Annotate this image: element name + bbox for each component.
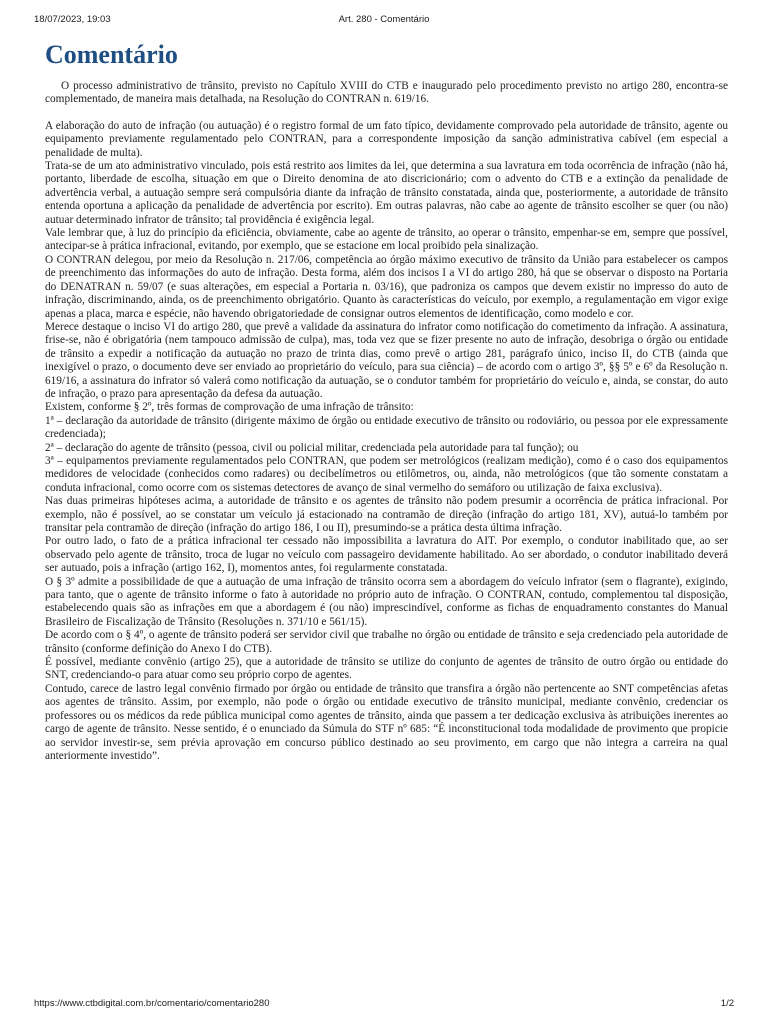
print-datetime: 18/07/2023, 19:03: [34, 14, 111, 25]
print-footer: [34, 998, 734, 1012]
page-title: Comentário: [45, 40, 178, 69]
paragraph: É possível, mediante convênio (artigo 25), que a autoridade de trânsito se utilize do conjunto de agentes de trânsito de outro órgão ou entidade do SNT, credenciando-o para atuar como seu próprio corpo de agentes.: [45, 656, 728, 682]
paragraph: Por outro lado, o fato de a prática infracional ter cessado não impossibilita a lavratura do AIT. Por exemplo, o condutor inabilitado que, ao ser observado pelo agente de trânsito, troca de lugar no veículo com passageiro devidamente habilitado. Ao ser abordado, o condutor inabilitado deverá ser autuado, pois a infração (artigo 162, I), momentos antes, foi regularmente constatada.: [45, 535, 728, 575]
list-item: 3ª – equipamentos previamente regulamentados pelo CONTRAN, que podem ser metrológicos (realizam medição), como é o caso dos equipamentos medidores de velocidade (conhecidos como radares) ou decibelímetros ou etilômetros, ou, ainda, não metrológicos (que tão somente constatam a conduta infracional, como ocorre com os sistemas detectores de avanço de sinal vermelho do semáforo ou utilização de faixa exclusiva).: [45, 454, 728, 494]
paragraph: Contudo, carece de lastro legal convênio firmado por órgão ou entidade de trânsito que transfira a órgão não pertencente ao SNT competências afetas aos agentes de trânsito. Assim, por exemplo, não pode o órgão ou entidade executivo de trânsito municipal, mediante convênio, credenciar os professores ou os médicos da rede pública municipal como agentes de trânsito, ainda que passem a ter dedicação exclusiva às atribuições inerentes ao cargo de agente de trânsito. Nesse sentido, é o enunciado da Súmula do STF nº 685: “É inconstitucional toda modalidade de provimento que propicie ao servidor investir-se, sem prévia aprovação em concurso público destinado ao seu provimento, em cargo que não integra a carreira na qual anteriormente investido”.: [45, 682, 728, 762]
paragraph: De acordo com o § 4º, o agente de trânsito poderá ser servidor civil que trabalhe no órgão ou entidade de trânsito e seja credenciado pela autoridade de trânsito (conforme definição do Anexo I do CTB).: [45, 629, 728, 655]
paragraph: A elaboração do auto de infração (ou autuação) é o registro formal de um fato típico, devidamente comprovado pela autoridade de trânsito, agente ou equipamento previamente regulamentado pelo CONTRAN, para a correspondente imposição da sanção administrativa cabível (em especial a penalidade de multa).: [45, 119, 728, 159]
print-title: Art. 280 - Comentário: [338, 14, 430, 25]
document-body: [45, 40, 728, 763]
paragraph: O § 3º admite a possibilidade de que a autuação de uma infração de trânsito ocorra sem a abordagem do veículo infrator (sem o flagrante), exigindo, para tanto, que o agente de trânsito informe o fato à autoridade no próprio auto de infração. O CONTRAN, contudo, complementou tal disposição, estabelecendo quais são as infrações em que a abordagem é (ou não) imprescindível, conforme as fichas de enquadramento constantes do Manual Brasileiro de Fiscalização de Trânsito (Resoluções n. 371/10 e 561/15).: [45, 575, 728, 628]
intro-paragraph: O processo administrativo de trânsito, previsto no Capítulo XVIII do CTB e inaugurado pelo procedimento previsto no artigo 280, encontra-se complementado, de maneira mais detalhada, na Resolução do CONTRAN n. 619/16.: [45, 80, 728, 106]
page-url: https://www.ctbdigital.com.br/comentario/comentario280: [34, 998, 270, 1009]
paragraph: Trata-se de um ato administrativo vinculado, pois está restrito aos limites da lei, que determina a sua lavratura em toda ocorrência de infração (não há, portanto, liberdade de escolha, situação em que o Direito denomina de ato discricionário; com o advento do CTB e a extinção da penalidade de advertência verbal, a autuação sempre será compulsória diante da infração de trânsito constatada, ainda que, posteriormente, a autoridade de trânsito entenda oportuna a aplicação da penalidade de advertência por escrito). Em outras palavras, não cabe ao agente de trânsito escolher se quer (ou não) autuar determinado infrator de trânsito; tal providência é exigência legal.: [45, 160, 728, 226]
paragraph: Nas duas primeiras hipóteses acima, a autoridade de trânsito e os agentes de trânsito não podem presumir a ocorrência de prática infracional. Por exemplo, não é possível, ao se constatar um veículo já estacionado na contramão de direção (infração do artigo 181, XV), autuá-lo também por transitar pela contramão de direção (infração do artigo 186, I ou II), presumindo-se a prática desta última infração.: [45, 495, 728, 534]
paragraph: Vale lembrar que, à luz do princípio da eficiência, obviamente, cabe ao agente de trânsito, ao operar o trânsito, empenhar-se em, sempre que possível, antecipar-se à prática infracional, evitando, por exemplo, que se estacione em local proibido pela sinalização.: [45, 227, 728, 253]
page-number: 1/2: [720, 998, 734, 1009]
list-item: 2ª – declaração do agente de trânsito (pessoa, civil ou policial militar, credenciada pela autoridade para tal função); ou: [45, 441, 579, 454]
paragraph: Merece destaque o inciso VI do artigo 280, que prevê a validade da assinatura do infrator como notificação do cometimento da infração. A assinatura, frise-se, não é obrigatória (nem tampouco admissão de culpa), mas, toda vez que se fizer presente no auto de infração, desobriga o órgão ou entidade de trânsito a expedir a notificação da autuação no prazo de trinta dias, como prevê o artigo 281, parágrafo único, inciso II, do CTB (ainda que inexigível o prazo, o documento deve ser enviado ao proprietário do veículo, para sua ciência) – de acordo com o artigo 3º, §§ 5º e 6º da Resolução n. 619/16, a assinatura do infrator só valerá como notificação da autuação, se o condutor também for proprietário do veículo e, ainda, se constar, do auto de infração, o prazo para apresentação da defesa da autuação.: [45, 320, 728, 400]
paragraph: O CONTRAN delegou, por meio da Resolução n. 217/06, competência ao órgão máximo executivo de trânsito da União para estabelecer os campos de preenchimento das informações do auto de infração. Desta forma, além dos incisos I a VI do artigo 280, há que se observar o disposto na Portaria do DENATRAN n. 59/07 (e suas alterações, em especial a Portaria n. 03/16), que padroniza os campos que devem existir no impresso do auto de infração, discriminando, ainda, os de preenchimento obrigatório. Quanto às características do veículo, por exemplo, a regulamentação em vigor exige apenas a placa, marca e espécie, não havendo obrigatoriedade de consignar outros elementos de identificação, como modelo e cor.: [45, 253, 728, 320]
print-header: [34, 14, 734, 28]
list-item: 1ª – declaração da autoridade de trânsito (dirigente máximo de órgão ou entidade executivo de trânsito ou rodoviário, ou pessoa por ele expressamente credenciada);: [45, 414, 728, 441]
paragraph: Existem, conforme § 2º, três formas de comprovação de uma infração de trânsito:: [45, 401, 414, 414]
